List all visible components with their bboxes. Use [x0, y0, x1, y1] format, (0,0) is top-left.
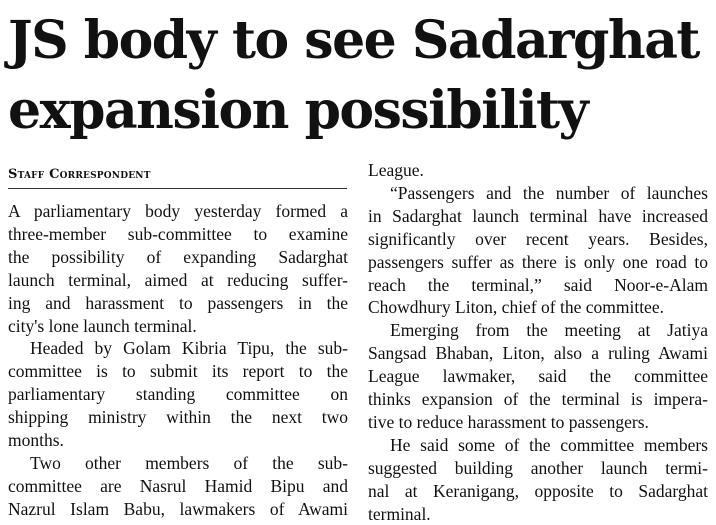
byline: Staff Correspondent [8, 167, 151, 182]
article-column-left [8, 200, 348, 521]
article-line: committee is to submit its report to the [8, 361, 348, 382]
byline-divider [8, 188, 347, 189]
article-line: suggested building another launch termi- [368, 457, 708, 478]
article-line: nal at Keranigang, opposite to Sadarghat [368, 480, 708, 501]
article-line: Sangsad Bhaban, Liton, also a ruling Awami [368, 343, 708, 364]
article-line: Chowdhury Liton, chief of the committee. [368, 297, 664, 318]
article-line: in Sadarghat launch terminal have increased [368, 205, 708, 226]
article-line: League. [368, 160, 424, 180]
article-line: League lawmaker, said the committee [368, 366, 708, 387]
headline-line-1: JS body to see Sadarghat [8, 10, 699, 71]
article-line: terminal. [368, 503, 431, 524]
article-line: Headed by Golam Kibria Tipu, the sub- [30, 338, 348, 359]
article-line: Emerging from the meeting at Jatiya [390, 320, 708, 341]
article-line: months. [8, 430, 64, 451]
article-column-right [368, 159, 708, 525]
article-line: passengers suffer as there is only one road to [368, 251, 708, 272]
article-line: ing and harassment to passengers in the [8, 292, 348, 313]
article-line: committee are Nasrul Hamid Bipu and [8, 475, 348, 496]
article-line: A parliamentary body yesterday formed a [8, 201, 348, 221]
article-line: the possibility of expanding Sadarghat [8, 246, 348, 267]
article-line: launch terminal, aimed at reducing suffer- [8, 269, 348, 290]
article-line: Nazrul Islam Babu, lawmakers of Awami [8, 498, 348, 519]
article-line: parliamentary standing committee on [8, 384, 348, 405]
article-line: reach the terminal,” said Noor-e-Alam [368, 274, 708, 295]
article-line: city's lone launch terminal. [8, 315, 197, 336]
article-line: tive to reduce harassment to passengers. [368, 411, 649, 432]
article-line: Two other members of the sub- [30, 452, 348, 473]
article-line: shipping ministry within the next two [8, 407, 348, 428]
article-line: three-member sub-committee to examine [8, 223, 348, 244]
article-line: significantly over recent years. Besides, [368, 228, 708, 249]
headline-line-2: expansion possibility [8, 80, 588, 141]
article-line: He said some of the committee members [390, 434, 708, 455]
article-line: thinks expansion of the terminal is impera- [368, 389, 708, 410]
article-line: “Passengers and the number of launches [390, 182, 708, 203]
headline [8, 6, 712, 146]
